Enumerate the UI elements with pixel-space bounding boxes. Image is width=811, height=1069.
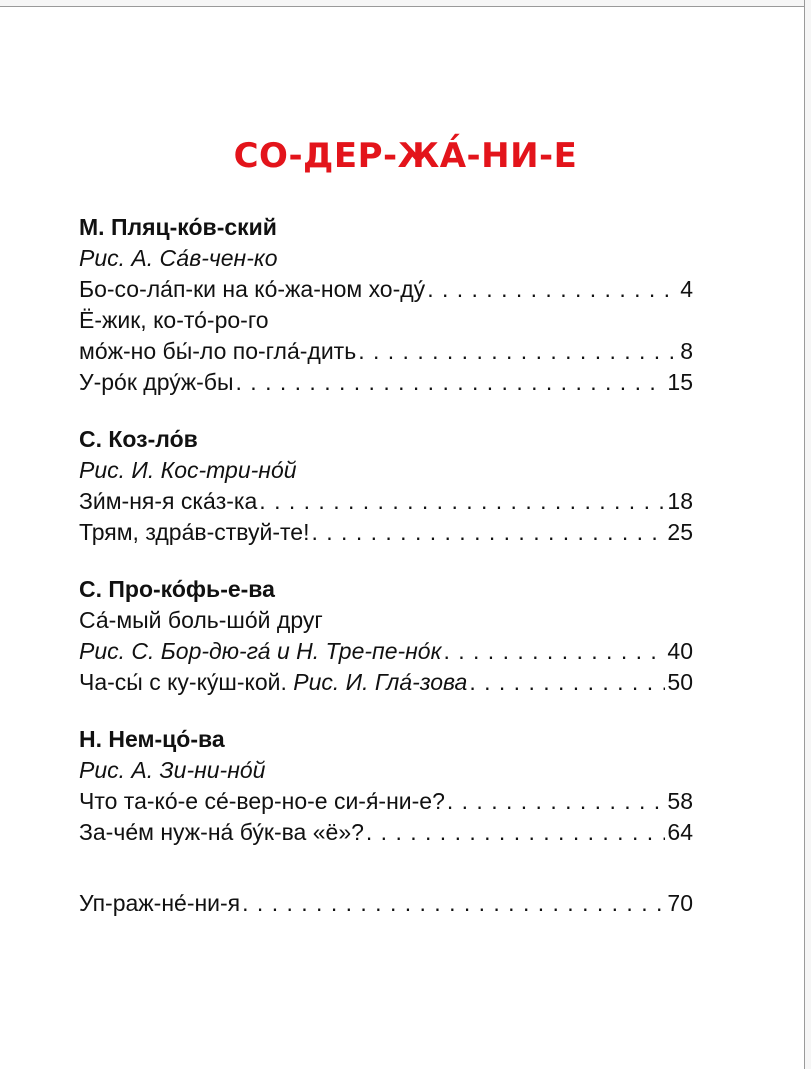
entry-title-line1: Ё-жик, ко-то́-ро-го — [79, 307, 269, 333]
entry-title: За-че́м нуж-на́ бу́к-ва «ё»? — [79, 819, 364, 845]
dot-leader — [427, 274, 678, 305]
spacer — [79, 874, 693, 888]
toc-section-kozlov — [79, 424, 693, 548]
entry-title: Бо-со-ла́п-ки на ко́-жа-ном хо-ду́ — [79, 276, 426, 302]
toc-entry[interactable] — [79, 274, 693, 305]
entry-title: Зи́м-ня-я ска́з-ка — [79, 488, 258, 514]
entry-title-line1: Са́-мый боль-шо́й друг — [79, 607, 323, 633]
entry-title: У-ро́к дру́ж-бы — [79, 369, 234, 395]
dot-leader — [366, 817, 666, 848]
dot-leader — [259, 486, 665, 517]
section-illustrator: Рис. А. Са́в-чен-ко — [79, 245, 278, 271]
entry-page: 58 — [667, 788, 693, 814]
entry-page: 40 — [667, 638, 693, 664]
entry-title: Ча-сы́ с ку-ку́ш-кой. — [79, 669, 287, 695]
toc-entry[interactable] — [79, 336, 693, 367]
entry-title: мо́ж-но бы́-ло по-гла́-дить — [79, 338, 357, 364]
toc-entry[interactable] — [79, 367, 693, 398]
entry-page: 15 — [667, 369, 693, 395]
toc-entry[interactable] — [79, 786, 693, 817]
section-author: М. Пляц-ко́в-ский — [79, 214, 277, 240]
section-author: С. Про-ко́фь-е-ва — [79, 576, 275, 602]
entry-page: 8 — [680, 338, 693, 364]
section-illustrator: Рис. И. Кос-три-но́й — [79, 457, 297, 483]
entry-illustrator: Рис. И. Гла́-зова — [293, 669, 468, 695]
page-frame-top — [0, 0, 811, 7]
dot-leader — [236, 367, 666, 398]
entry-page: 50 — [667, 669, 693, 695]
toc-entry[interactable] — [79, 667, 693, 698]
entry-page: 18 — [667, 488, 693, 514]
toc-section-prokofieva — [79, 574, 693, 698]
section-illustrator: Рис. А. Зи-ни-но́й — [79, 757, 266, 783]
section-author: Н. Нем-цо́-ва — [79, 726, 225, 752]
toc-content — [79, 212, 693, 919]
entry-page: 64 — [667, 819, 693, 845]
entry-title: Трям, здра́в-ствуй-те! — [79, 519, 310, 545]
dot-leader — [358, 336, 678, 367]
toc-entry-exercises[interactable] — [79, 888, 693, 919]
dot-leader — [469, 667, 665, 698]
dot-leader — [242, 888, 665, 919]
entry-illustrator: Рис. С. Бор-дю-га́ и Н. Тре-пе-но́к — [79, 638, 442, 664]
entry-title: Что та-ко́-е се́-вер-но-е си-я́-ни-е? — [79, 788, 445, 814]
entry-page: 70 — [667, 890, 693, 916]
toc-entry[interactable] — [79, 517, 693, 548]
entry-page: 25 — [667, 519, 693, 545]
section-author: С. Коз-ло́в — [79, 426, 198, 452]
toc-section-plyatskovsky — [79, 212, 693, 398]
toc-entry[interactable] — [79, 636, 693, 667]
toc-section-nemtsova — [79, 724, 693, 848]
dot-leader — [311, 517, 665, 548]
dot-leader — [443, 636, 665, 667]
toc-entry[interactable] — [79, 817, 693, 848]
toc-entry[interactable] — [79, 486, 693, 517]
entry-page: 4 — [680, 276, 693, 302]
dot-leader — [447, 786, 666, 817]
entry-title: Уп-раж-не́-ни-я — [79, 890, 241, 916]
page-title: СО-ДЕР-ЖА́-НИ-Е — [233, 136, 578, 176]
